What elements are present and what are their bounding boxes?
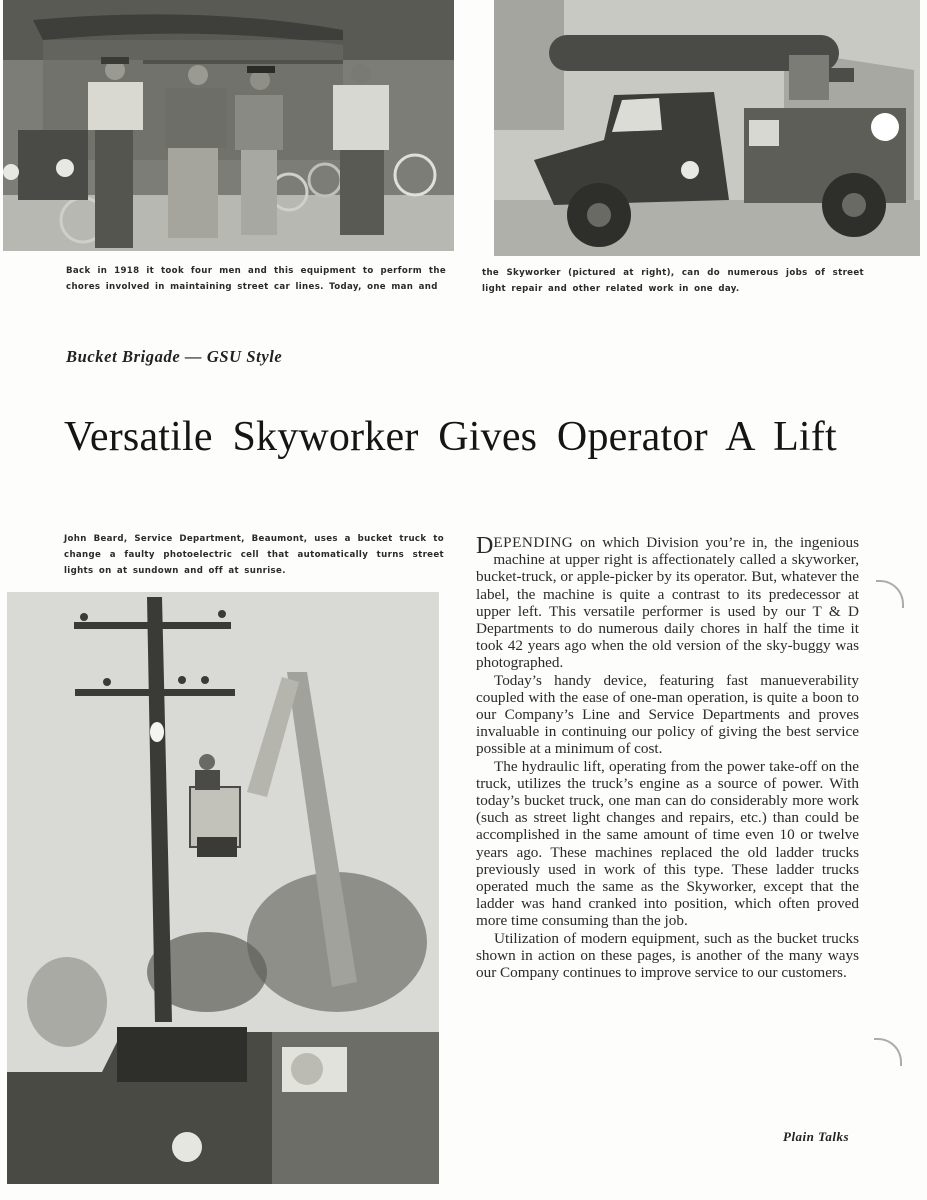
publication-footer: Plain Talks bbox=[783, 1129, 850, 1144]
caption-skyworker-photo: the Skyworker (pictured at right), can do numerous jobs of street light repair and other related work in one day. bbox=[482, 268, 864, 294]
margin-binding-mark bbox=[874, 1038, 902, 1066]
caption-bucket-photo: John Beard, Service Department, Beaumont, uses a bucket truck to change a faulty photoelectric cell that automatically turns street lights on at sundown and off at sunrise. bbox=[64, 534, 444, 576]
article-paragraph: Today’s handy device, featuring fast manueverability coupled with the ease of one-man operation, is quite a boon to our Company’s Line and Service Departments and proves invaluable in continuing our policy of giving the best service possible at a minimum of cost. bbox=[476, 671, 859, 758]
drop-cap: D bbox=[476, 533, 494, 559]
lead-in-smallcaps: EPENDING bbox=[493, 534, 574, 551]
photo-image-icon bbox=[3, 0, 454, 251]
article-paragraph: The hydraulic lift, operating from the power take-off on the truck, utilizes the truck’s engine as a source of power. With today’s bucket truck, one man can do considerably more work (such as street light changes and repairs, etc.) than could be accomplished in the same amount of time even 10 or twelve years ago. These machines replaced the old ladder trucks previously used in work of this type. These ladder trucks operated much the same as the Skyworker, except that the ladder was hand cranked into position, which often proved more time consuming than the job. bbox=[476, 757, 859, 930]
article-paragraph: Utilization of modern equipment, such as the bucket trucks shown in action on these pages, is another of the many ways our Company continues to improve service to our customers. bbox=[476, 929, 859, 982]
paragraph-text: on which Division you’re in, the ingenious machine at upper right is affectionately called a skyworker, bucket-truck, or apple-picker by its operator. But, whatever the label, the machine is quite a contrast to its predecessor at upper left. This versatile performer is used by our T & D Departments to do numerous daily chores in half the time it took 42 years ago when the old version of the sky-buggy was photographed. bbox=[476, 534, 859, 672]
photo-bucket-truck-lineman bbox=[7, 592, 439, 1184]
article-paragraph bbox=[476, 534, 859, 672]
photo-skyworker-truck bbox=[494, 0, 920, 256]
article-body bbox=[476, 534, 859, 981]
page-title: Versatile Skyworker Gives Operator A Lift bbox=[64, 414, 837, 460]
margin-binding-mark bbox=[876, 580, 904, 608]
photo-1918-crew bbox=[3, 0, 454, 251]
photo-image-icon bbox=[494, 0, 920, 256]
section-kicker: Bucket Brigade — GSU Style bbox=[66, 347, 283, 366]
photo-image-icon bbox=[7, 592, 439, 1184]
caption-1918-photo: Back in 1918 it took four men and this equipment to perform the chores involved in maintaining street car lines. Today, one man and bbox=[66, 266, 446, 292]
